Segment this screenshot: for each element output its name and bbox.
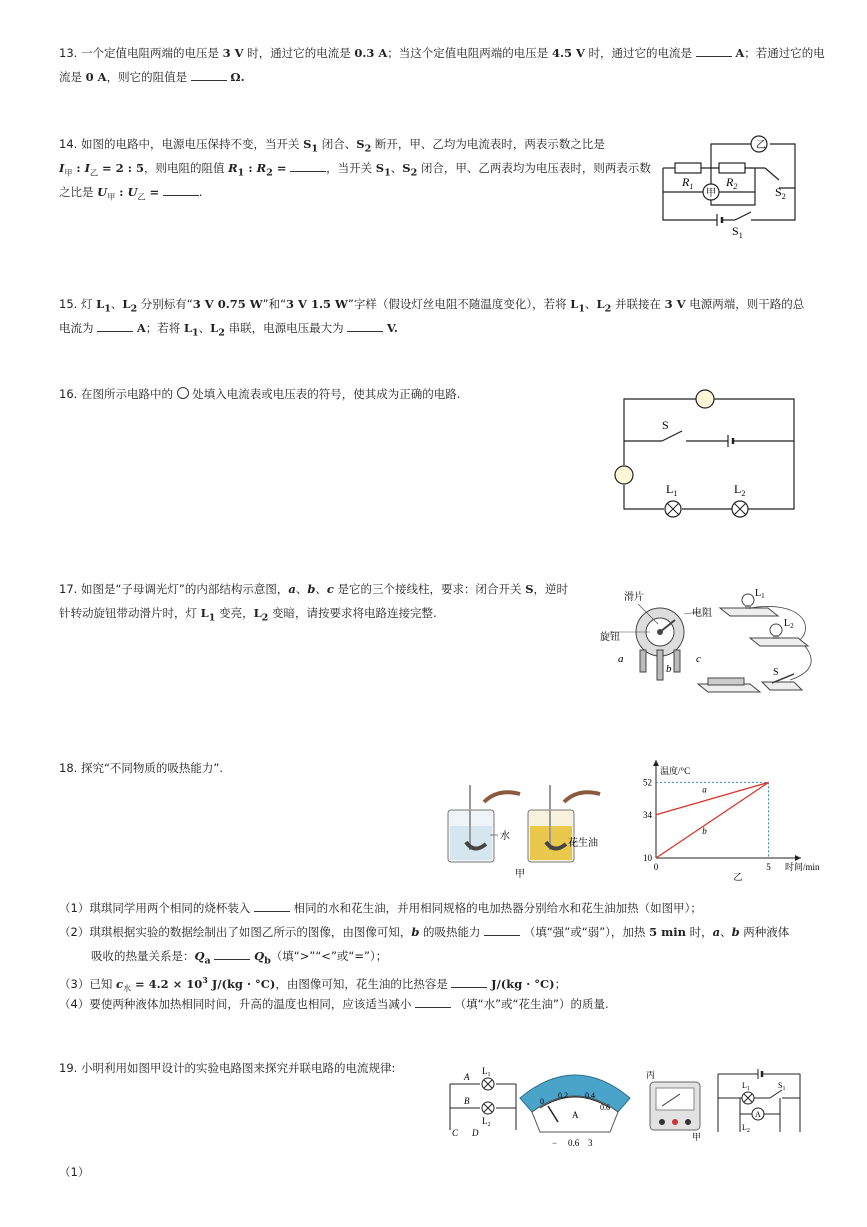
scale-0-4: 0.4: [585, 1091, 595, 1100]
node-d-label: D: [472, 1128, 479, 1138]
series-label-b: b: [702, 826, 707, 837]
meter-jia-label: 甲: [706, 188, 716, 199]
node-a-label: A: [464, 1072, 470, 1082]
answer-blank[interactable]: [347, 319, 383, 332]
lamp-l2-board: [750, 624, 808, 646]
q19-circuit-right: [718, 1069, 800, 1132]
y-axis-label: 温度/°C: [660, 766, 691, 776]
meter-placeholder-left: [615, 466, 633, 484]
terminal-b-label: b: [666, 663, 672, 675]
s1-label: $S_1$: [732, 224, 743, 240]
q17-line2: 针转动旋钮带动滑片时，灯 $L_1$ 变亮，$L_2$ 变暗，请按要求将电路连接完整.: [59, 606, 437, 624]
terminal-3: 3: [588, 1138, 593, 1148]
resistor-label: 电阻: [692, 608, 712, 619]
r1-label: $R_1$: [682, 175, 694, 191]
series-line-a: [656, 782, 769, 814]
series-label-a: a: [702, 784, 707, 795]
s1-label-right: $S_1$: [778, 1081, 786, 1092]
answer-blank[interactable]: [451, 975, 487, 988]
answer-blank[interactable]: [290, 159, 326, 172]
scale-0-2: 0.2: [558, 1091, 568, 1100]
q14-line3: 之比是 $U_甲$ : $U_乙$ = .: [59, 185, 203, 202]
water-label: 水: [500, 831, 510, 842]
l2-label: $L_2$: [784, 618, 794, 630]
switch-s-label: S: [662, 418, 669, 432]
lamp-l1-board: [720, 594, 778, 616]
q19-line1: 19. 小明利用如图甲设计的实验电路图来探究并联电路的电流规律:: [59, 1061, 396, 1075]
l1-label-right: $L_1$: [742, 1081, 750, 1092]
rheostat-icon: [636, 608, 684, 680]
q18-part2-cont: 吸收的热量关系是：$Q_a$ $Q_b$（填“>”“<”或“=”）；: [91, 949, 388, 967]
lamp-l2-icon: [732, 501, 748, 517]
lamp-l1-icon: [665, 501, 681, 517]
q18-part4: （4）要使两种液体加热相同时间，升高的温度也相同，应该适当减小 （填“水”或“花生油”）的质量.: [59, 997, 609, 1011]
terminal-minus: −: [552, 1138, 558, 1148]
q18-beakers-figure: [440, 780, 610, 880]
r2-label: $R_2$: [726, 175, 738, 191]
q13-line2: 流是 0 A，则它的阻值是 Ω.: [59, 70, 245, 84]
ammeter-symbol-right: A: [755, 1110, 761, 1119]
q14-circuit-diagram: [655, 130, 805, 240]
q15-line2: 电流为 A；若将 $L_1$、$L_2$ 串联，电源电压最大为 V.: [59, 321, 398, 339]
battery-box-icon: [698, 678, 760, 692]
switch-label: S: [773, 667, 779, 678]
q17-line1: 17. 如图是“子母调光灯”的内部结构示意图，a、b、c 是它的三个接线柱，要求：闭合开关 S，逆时: [59, 582, 568, 596]
figure-bing-label: 丙: [646, 1070, 656, 1080]
circle-placeholder-icon: [177, 387, 189, 399]
node-c-label: C: [452, 1128, 459, 1138]
meter-yi-label: 乙: [756, 140, 766, 151]
y-tick-label: 34: [643, 809, 652, 820]
ammeter-face-icon: [520, 1075, 630, 1132]
switch-s-icon: [762, 674, 802, 690]
x-tick-label: 0: [653, 862, 659, 872]
x-tick-label: 5: [766, 862, 771, 872]
scale-0-6: 0.6: [600, 1103, 610, 1112]
q18-part2: （2）琪琪根据实验的数据绘制出了如图乙所示的图像，由图像可知，b 的吸热能力 （填“强”或“弱”），加热 5 min 时，a、b 两种液体: [59, 925, 790, 939]
answer-blank[interactable]: [415, 995, 451, 1008]
ammeter-a-symbol: A: [572, 1110, 579, 1120]
l1-label: $L_1$: [482, 1066, 491, 1078]
series-line-b: [656, 782, 769, 858]
y-axis-arrow: [653, 760, 659, 766]
s2-label: $S_2$: [775, 185, 786, 201]
figure-yi-caption: 乙: [733, 872, 743, 882]
answer-blank[interactable]: [163, 183, 199, 196]
q18-temperature-chart: [630, 762, 820, 887]
l1-label: $L_1$: [666, 482, 678, 498]
l2-label: $L_2$: [734, 482, 746, 498]
q19-subpart1: （1）: [59, 1165, 90, 1179]
beaker-water-icon: [448, 785, 520, 862]
x-axis-label: 时间/min: [785, 862, 820, 872]
q14-line2: $I_甲$ : $I_乙 = 2$ : 5，则电阻的阻值 $R_1$ : $R_2$ = ，当开关 $S_1$、$S_2$ 闭合，甲、乙两表均为电压表时，则两表示数: [59, 161, 651, 179]
answer-blank[interactable]: [214, 947, 250, 960]
q16-line1: 16. 在图所示电路中的 处填入电流表或电压表的符号，使其成为正确的电路.: [59, 387, 461, 401]
q13-line1: 13. 一个定值电阻两端的电压是 3 V 时，通过它的电流是 0.3 A；当这个定值电阻两端的电压是 4.5 V 时，通过它的电流是 A；若通过它的电: [59, 46, 825, 60]
terminal-0-6: 0.6: [568, 1138, 580, 1148]
l1-label: $L_1$: [755, 588, 765, 600]
q18-title: 18. 探究“不同物质的吸热能力”.: [59, 761, 224, 775]
q18-part1: （1）琪琪同学用两个相同的烧杯装入 相同的水和花生油，并用相同规格的电加热器分别给水和花生油加热（如图甲）；: [59, 901, 702, 915]
answer-blank[interactable]: [254, 899, 290, 912]
y-tick-label: 10: [643, 853, 652, 863]
answer-blank[interactable]: [484, 923, 520, 936]
y-tick-label: 52: [643, 777, 652, 788]
x-axis-arrow: [795, 855, 801, 861]
oil-label: 花生油: [568, 838, 598, 849]
q16-circuit-diagram: [610, 385, 810, 525]
terminal-c-label: c: [696, 653, 701, 665]
ammeter-device-icon: [650, 1082, 700, 1130]
meter-placeholder-top: [696, 390, 714, 408]
slider-label: 滑片: [624, 592, 644, 603]
answer-blank[interactable]: [97, 319, 133, 332]
terminal-a-label: a: [618, 653, 624, 665]
answer-blank[interactable]: [191, 68, 227, 81]
q18-part3: （3）已知 $c_水 = 4.2 \times 10^3$ J/(kg · °C)，由图像可知，花生油的比热容是 J/(kg · °C)；: [59, 975, 567, 994]
knob-label: 旋钮: [600, 632, 620, 643]
scale-0: 0: [540, 1097, 544, 1106]
q19-figures: [440, 1062, 810, 1152]
q15-line1: 15. 灯 $L_1$、$L_2$ 分别标有“3 V 0.75 W”和“3 V 1.5 W”字样（假设灯丝电阻不随温度变化），若将 $L_1$、$L_2$ 并联接在 3 V 电源两端，则干路的总: [59, 297, 805, 315]
answer-blank[interactable]: [696, 44, 732, 57]
figure-jia-caption: 甲: [515, 869, 525, 880]
q14-line1: 14. 如图的电路中，电源电压保持不变，当开关 $S_1$ 闭合、$S_2$ 断开，甲、乙均为电流表时，两表示数之比是: [59, 137, 605, 155]
l2-label: $L_2$: [482, 1116, 491, 1128]
beaker-oil-icon: [528, 785, 600, 862]
node-b-label: B: [464, 1096, 470, 1106]
q17-dimmer-diagram: [600, 580, 820, 710]
figure-jia-label: 甲: [692, 1132, 702, 1142]
l2-label-right: $L_2$: [742, 1123, 750, 1134]
